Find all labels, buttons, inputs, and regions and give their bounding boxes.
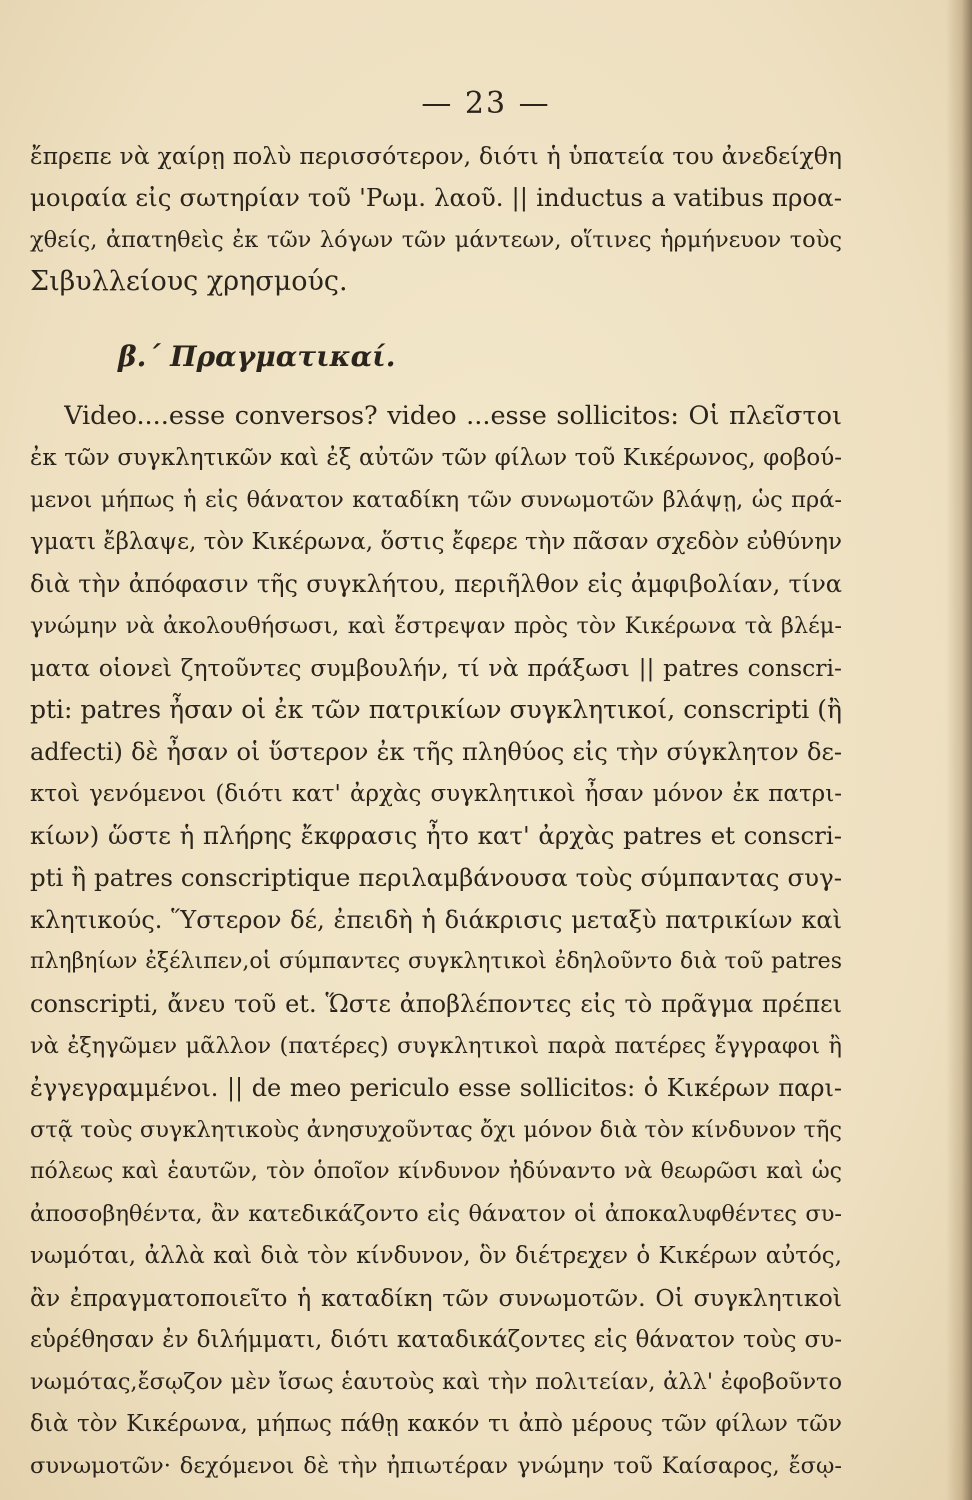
text-line: Σιβυλλείους χρησμούς. xyxy=(30,266,348,297)
text-line: κίων) ὥστε ἡ πλήρης ἔκφρασις ἦτο κατ' ἀρχὰς patres et conscri- xyxy=(30,821,842,850)
text-line: διὰ τὸν Κικέρωνα, μήπως πάθῃ κακόν τι ἀπὸ μέρους τῶν φίλων τῶν xyxy=(30,1411,842,1437)
text-line: γματι ἔβλαψε, τὸν Κικέρωνα, ὅστις ἔφερε τὴν πᾶσαν σχεδὸν εὐθύνην xyxy=(30,529,842,555)
text-line: κλητικούς. Ὕστερον δέ, ἐπειδὴ ἡ διάκρισις μεταξὺ πατρικίων καὶ xyxy=(30,906,842,934)
text-line: διὰ τὴν ἀπόφασιν τῆς συγκλήτου, περιῆλθον εἰς ἀμφιβολίαν, τίνα xyxy=(30,570,842,598)
text-line: νὰ ἐξηγῶμεν μᾶλλον (πατέρες) συγκλητικοὶ παρὰ πατέρες ἔγγραφοι ἢ xyxy=(30,1033,842,1059)
text-line: γνώμην νὰ ἀκολουθήσωσι, καὶ ἔστρεψαν πρὸς τὸν Κικέρωνα τὰ βλέμ- xyxy=(30,613,842,639)
page-number: — 23 — xyxy=(421,86,551,121)
text-line: Video....esse conversos? video ...esse sollicitos: Οἱ πλεῖστοι xyxy=(64,401,842,431)
text-line: ἔπρεπε νὰ χαίρῃ πολὺ περισσότερον, διότι ἡ ὑπατεία του ἀνεδείχθη xyxy=(30,142,842,170)
text-line: νωμότας,ἔσῳζον μὲν ἴσως ἑαυτοὺς καὶ τὴν πολιτείαν, ἀλλ' ἐφοβοῦντο xyxy=(30,1369,842,1395)
text-line: μοιραία εἰς σωτηρίαν τοῦ 'Ρωμ. λαοῦ. || inductus a vatibus προα- xyxy=(30,183,842,212)
text-line: μενοι μήπως ἡ εἰς θάνατον καταδίκη τῶν συνωμοτῶν βλάψῃ, ὡς πρά- xyxy=(30,487,842,513)
section-subheading: β.΄ Πραγματικαί. xyxy=(118,340,396,373)
text-line: ἐγγεγραμμένοι. || de meo periculo esse sollicitos: ὁ Κικέρων παρι- xyxy=(30,1074,842,1102)
text-line: ἐκ τῶν συγκλητικῶν καὶ ἐξ αὐτῶν τῶν φίλων τοῦ Κικέρωνος, φοβού- xyxy=(30,445,842,471)
text-line: pti: patres ἦσαν οἱ ἐκ τῶν πατρικίων συγκλητικοί, conscripti (ἢ xyxy=(30,695,842,724)
text-line: ματα οἱονεὶ ζητοῦντες συμβουλήν, τί νὰ πράξωσι || patres conscri- xyxy=(30,654,842,682)
page-edge-shadow xyxy=(946,0,972,1500)
text-line: νωμόται, ἀλλὰ καὶ διὰ τὸν κίνδυνον, ὃν διέτρεχεν ὁ Κικέρων αὐτός, xyxy=(30,1243,842,1269)
text-line: στᾷ τοὺς συγκλητικοὺς ἀνησυχοῦντας ὄχι μόνον διὰ τὸν κίνδυνον τῆς xyxy=(30,1117,842,1143)
text-line: εὑρέθησαν ἐν διλήμματι, διότι καταδικάζοντες εἰς θάνατον τοὺς συ- xyxy=(30,1327,842,1353)
text-line: κτοὶ γενόμενοι (διότι κατ' ἀρχὰς συγκλητικοὶ ἦσαν μόνον ἐκ πατρι- xyxy=(30,781,842,807)
text-line: χθείς, ἀπατηθεὶς ἐκ τῶν λόγων τῶν μάντεων, οἵτινες ἡρμήνευον τοὺς xyxy=(30,227,842,253)
text-line: ἀποσοβηθέντα, ἂν κατεδικάζοντο εἰς θάνατον οἱ ἀποκαλυφθέντες συ- xyxy=(30,1201,842,1227)
text-line: πληβηίων ἐξέλιπεν,οἱ σύμπαντες συγκλητικοὶ ἐδηλοῦντο διὰ τοῦ patres xyxy=(30,949,842,974)
text-line: adfecti) δὲ ἦσαν οἱ ὕστερον ἐκ τῆς πληθύος εἰς τὴν σύγκλητον δε- xyxy=(30,738,842,766)
text-line: conscripti, ἄνευ τοῦ et. Ὥστε ἀποβλέποντες εἰς τὸ πρᾶγμα πρέπει xyxy=(30,990,842,1018)
text-line: συνωμοτῶν· δεχόμενοι δὲ τὴν ἠπιωτέραν γνώμην τοῦ Καίσαρος, ἔσῳ- xyxy=(30,1453,842,1479)
text-line: πόλεως καὶ ἑαυτῶν, τὸν ὁποῖον κίνδυνον ἠδύναντο νὰ θεωρῶσι καὶ ὡς xyxy=(30,1159,842,1184)
text-line: pti ἢ patres conscriptique περιλαμβάνουσα τοὺς σύμπαντας συγ- xyxy=(30,863,842,892)
text-line: ἂν ἐπραγματοποιεῖτο ἡ καταδίκη τῶν συνωμοτῶν. Οἱ συγκλητικοὶ xyxy=(30,1284,842,1312)
